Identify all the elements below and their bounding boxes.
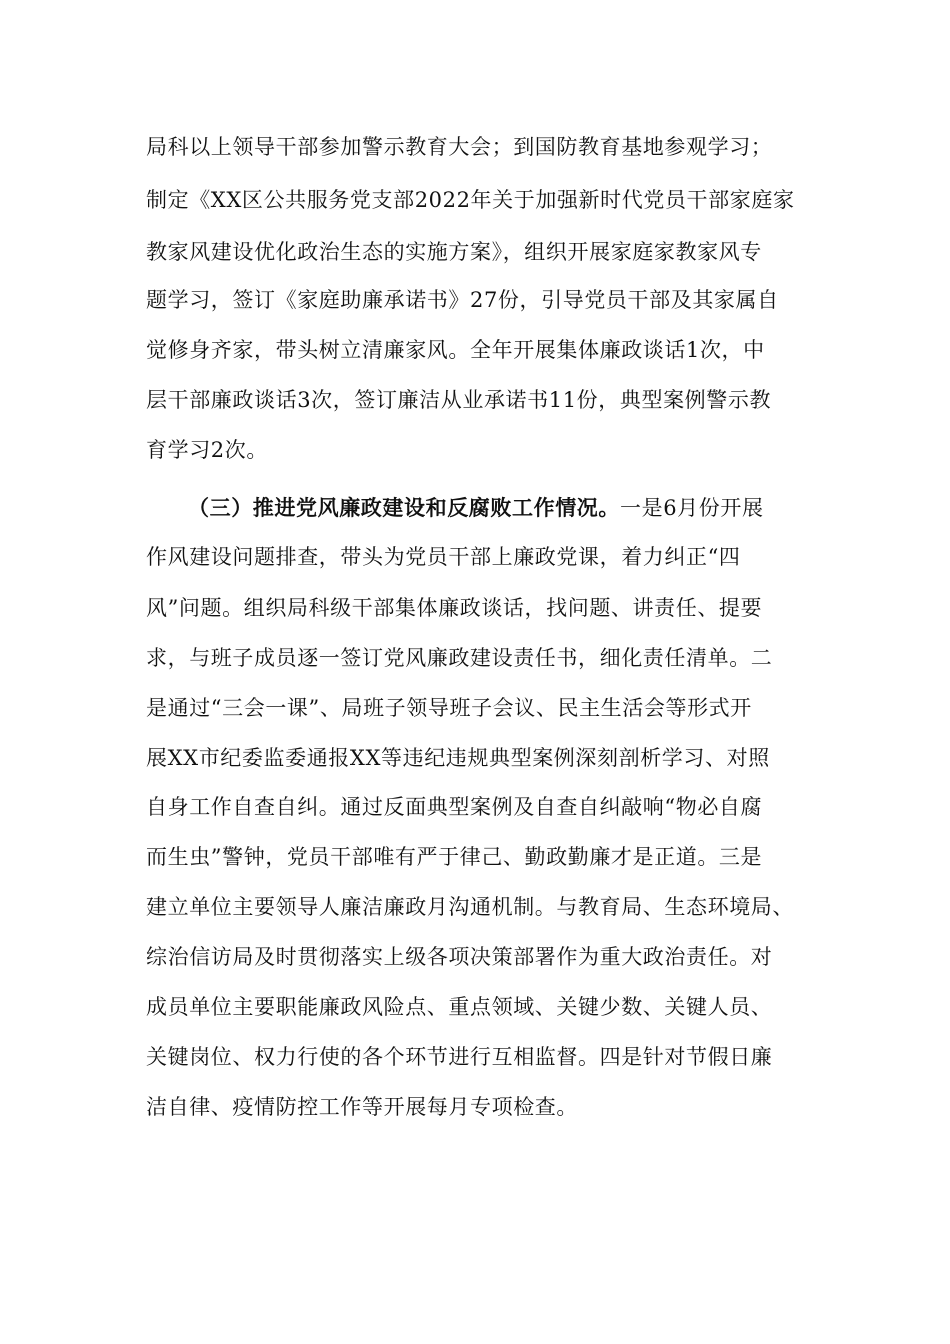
text-line: 展XX市纪委监委通报XX等违纪违规典型案例深刻剖析学习、对照 [146, 746, 770, 770]
section-heading: （三）推进党风廉政建设和反腐败工作情况。 [188, 495, 620, 520]
text-line: 育学习2次。 [146, 438, 268, 462]
text-line: 洁自律、疫情防控工作等开展每月专项检查。 [146, 1095, 578, 1119]
text-line: 觉修身齐家，带头树立清廉家风。全年开展集体廉政谈话1次，中 [146, 338, 765, 362]
text-line: 题学习，签订《家庭助廉承诺书》27份，引导党员干部及其家属自 [146, 288, 779, 312]
text-line: 而生虫”警钟，党员干部唯有严于律己、勤政勤廉才是正道。三是 [146, 845, 763, 869]
text-line: 作风建设问题排查，带头为党员干部上廉政党课，着力纠正“四 [146, 545, 741, 569]
text-line: 建立单位主要领导人廉洁廉政月沟通机制。与教育局、生态环境局、 [146, 895, 794, 919]
text-line: 教家风建设优化政治生态的实施方案》，组织开展家庭家教家风专 [146, 240, 762, 264]
text-line: 综治信访局及时贯彻落实上级各项决策部署作为重大政治责任。对 [146, 945, 773, 969]
text-line: 是通过“三会一课”、局班子领导班子会议、民主生活会等形式开 [146, 696, 752, 720]
text-line: 层干部廉政谈话3次，签订廉洁从业承诺书11份，典型案例警示教 [146, 388, 772, 412]
text-line: 成员单位主要职能廉政风险点、重点领域、关键少数、关键人员、 [146, 995, 773, 1019]
text-line: 风”问题。组织局科级干部集体廉政谈话，找问题、讲责任、提要 [146, 596, 763, 620]
text-line: 关键岗位、权力行使的各个环节进行互相监督。四是针对节假日廉 [146, 1045, 773, 1069]
heading-line-rest: 一是6月份开展 [620, 496, 764, 520]
text-line: 制定《XX区公共服务党支部2022年关于加强新时代党员干部家庭家 [146, 188, 795, 212]
text-line: 求，与班子成员逐一签订党风廉政建设责任书，细化责任清单。二 [146, 646, 773, 670]
text-line: 自身工作自查自纠。通过反面典型案例及自查自纠敲响“物必自腐 [146, 795, 763, 819]
text-line: 局科以上领导干部参加警示教育大会；到国防教育基地参观学习； [146, 135, 773, 159]
section-heading-line [188, 492, 806, 524]
